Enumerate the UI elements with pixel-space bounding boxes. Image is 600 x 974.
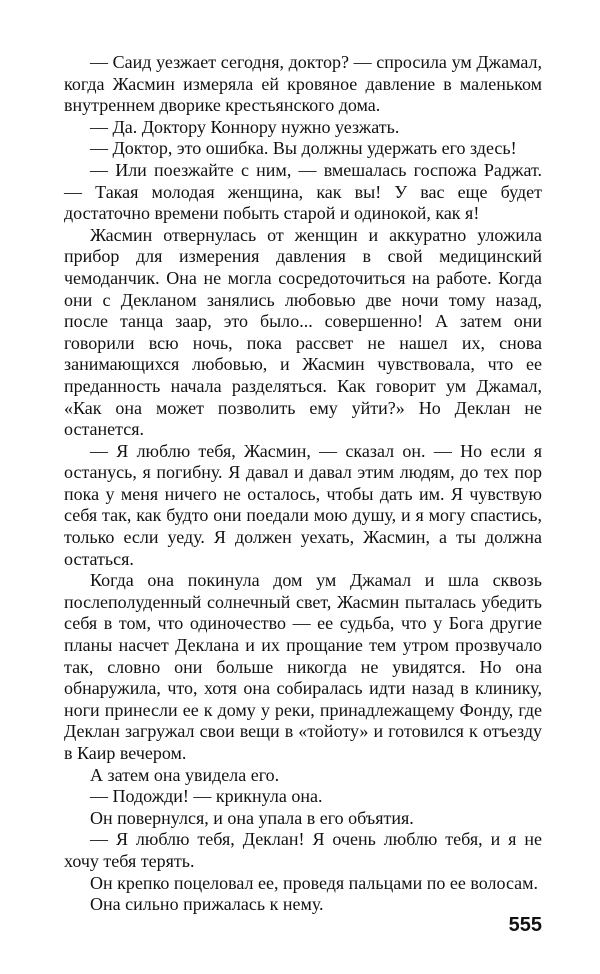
paragraph: — Или поезжайте с ним, — вмешалась госпожа Раджат. — Такая молодая женщина, как вы! У вас еще будет достаточно времени побыть старой и одинокой, как я! xyxy=(64,159,542,224)
page-number: 555 xyxy=(508,914,542,936)
page-body-text xyxy=(64,52,542,916)
paragraph: — Доктор, это ошибка. Вы должны удержать его здесь! xyxy=(90,138,517,159)
paragraph: Жасмин отвернулась от женщин и аккуратно уложила прибор для измерения давления в свой медицинский чемоданчик. Она не могла сосредоточиться на работе. Когда они с Декланом занялись любовью две ночи тому назад, после танца заар, это было... совершенно! А затем они говорили всю ночь, пока рассвет не нашел их, снова занимающихся любовью, и Жасмин чувствовала, что ее преданность начала разделяться. Как говорит ум Джамал, «Как она может позволить ему уйти?» Но Деклан не останется. xyxy=(64,224,542,440)
paragraph: Он крепко поцеловал ее, проведя пальцами по ее волосам. xyxy=(90,872,539,893)
paragraph: — Я люблю тебя, Деклан! Я очень люблю тебя, и я не хочу тебя терять. xyxy=(64,829,542,871)
paragraph: Она сильно прижалась к нему. xyxy=(90,894,324,915)
paragraph: — Подожди! — крикнула она. xyxy=(90,786,323,807)
paragraph: Он повернулся, и она упала в его объятия. xyxy=(90,807,414,828)
paragraph: А затем она увидела его. xyxy=(90,764,280,785)
paragraph: — Я люблю тебя, Жасмин, — сказал он. — Но если я останусь, я погибну. Я давал и давал этим людям, до тех пор пока у меня ничего не осталось, чтобы дать им. Я чувствую себя так, как будто они поедали мою душу, и я могу спастись, только если уеду. Я должен уехать, Жасмин, а ты должна остаться. xyxy=(64,440,542,569)
paragraph: — Саид уезжает сегодня, доктор? — спросила ум Джамал, когда Жасмин измеряла ей кровяное давление в маленьком внутреннем дворике крестьянского дома. xyxy=(64,52,542,116)
paragraph: — Да. Доктору Коннору нужно уезжать. xyxy=(90,116,400,137)
paragraph: Когда она покинула дом ум Джамал и шла сквозь послеполуденный солнечный свет, Жасмин пыталась убедить себя в том, что одиночество — ее судьба, что у Бога другие планы насчет Деклана и их прощание тем утром прозвучало так, словно они больше никогда не увидятся. Но она обнаружила, что, хотя она собиралась идти назад в клинику, ноги принесли ее к дому у реки, принадлежащему Фонду, где Деклан загружал свои вещи в «тойоту» и готовился к отъезду в Каир вечером. xyxy=(64,570,542,763)
